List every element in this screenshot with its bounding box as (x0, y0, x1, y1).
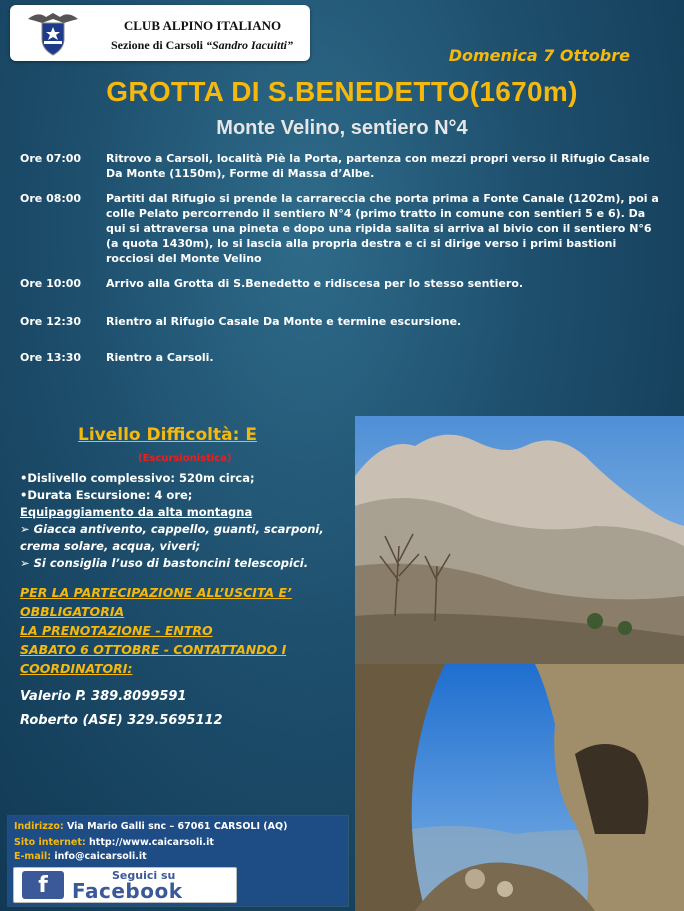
contact-entry: Roberto (ASE) 329.5695112 (20, 713, 223, 728)
schedule-time: Ore 13:30 (20, 351, 82, 364)
schedule-time: Ore 10:00 (20, 277, 82, 290)
contact-footer (8, 816, 348, 906)
event-date: Domenica 7 Ottobre (448, 46, 630, 65)
difficulty-subtitle: (Escursionistica) (138, 453, 232, 464)
equipment-tip: ➢ Si consiglia l’uso di bastoncini telescopici. (20, 556, 309, 570)
email-line[interactable]: E-mail: info@caicarsoli.it (14, 851, 147, 862)
facebook-label: Facebook (72, 879, 183, 903)
schedule-time: Ore 08:00 (20, 192, 82, 205)
coordinator-contacts (20, 685, 350, 733)
cai-emblem-icon (24, 9, 82, 57)
detail-durata: •Durata Escursione: 4 ore; (20, 488, 193, 502)
cai-logo-header (10, 5, 310, 61)
section-name: Sezione di Carsoli “Sandro Iacuitti” (110, 38, 294, 52)
contact-entry: Valerio P. 389.8099591 (20, 689, 187, 704)
website-line[interactable]: Sito internet: http://www.caicarsoli.it (14, 837, 214, 848)
schedule-text: Partiti dal Rifugio si prende la carrareccia che porta prima a Fonte Canale (1202m), poi a colle Pelato percorrendo il sentiero N°4 (primo tratto in comune con sentieri 5 e 6). Da qui si attraversa una pineta e dopo una ripida salita si arriva al bivio con il sentiero N°6 (a quota 1430m), lo si lascia alla propria destra e ci si dirige verso i primi bastioni rocciosi del Monte Velino (106, 192, 659, 265)
page-title: GROTTA DI S.BENEDETTO(1670m) (106, 76, 578, 107)
schedule-text: Rientro al Rifugio Casale Da Monte e termine escursione. (106, 315, 462, 328)
cave-photo (355, 664, 684, 911)
equipment-heading: Equipaggiamento da alta montagna (20, 505, 253, 519)
schedule-text: Rientro a Carsoli. (106, 351, 214, 364)
notice-line: LA PRENOTAZIONE - ENTRO (20, 623, 213, 638)
schedule-time: Ore 07:00 (20, 152, 82, 165)
page-subtitle: Monte Velino, sentiero N°4 (216, 117, 468, 139)
detail-dislivello: •Dislivello complessivo: 520m circa; (20, 471, 255, 485)
booking-notice (20, 583, 350, 678)
mountain-photo (355, 416, 684, 664)
schedule-time: Ore 12:30 (20, 315, 82, 328)
equipment-list: ➢ Giacca antivento, cappello, guanti, scarponi, crema solare, acqua, viveri; (20, 522, 324, 553)
schedule-text: Arrivo alla Grotta di S.Benedetto e ridiscesa per lo stesso sentiero. (106, 277, 524, 290)
facebook-follow-label: Seguici su (112, 869, 176, 882)
schedule-text: Ritrovo a Carsoli, località Piè la Porta, partenza con mezzi propri verso il Rifugio Casale Da Monte (1150m), Forme di Massa d’Albe. (106, 152, 650, 180)
org-name: CLUB ALPINO ITALIANO (123, 18, 282, 33)
difficulty-title: Livello Difficoltà: E (78, 425, 257, 445)
address-line: Indirizzo: Via Mario Galli snc – 67061 CARSOLI (AQ) (14, 821, 288, 832)
notice-line: SABATO 6 OTTOBRE - CONTATTANDO I COORDINATORI: (20, 642, 287, 676)
facebook-icon: f (22, 871, 64, 899)
facebook-button[interactable] (13, 867, 237, 903)
trip-details (20, 470, 345, 572)
notice-line: PER LA PARTECIPAZIONE ALL’USCITA E’ OBBLIGATORIA (20, 585, 292, 619)
